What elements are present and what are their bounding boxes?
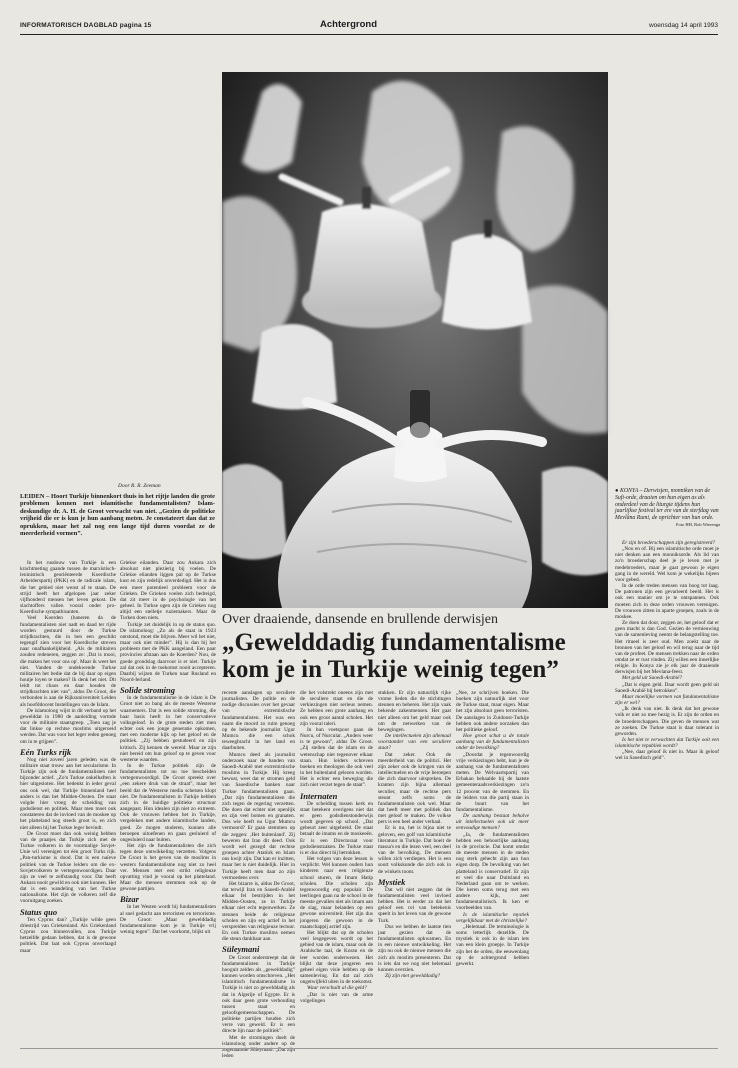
paragraph: Het blijkt dat op de scholen veel lesgegeven wordt op het gebied van de islam, maar ook de Arabische taal, de Koran en de leer worden onderwezen. Het blijkt dat deze jongeren een geheel eigen visie hebben op de samenleving. En dat zal zich ongetwijfeld uiten in de toekomst. bbox=[300, 929, 373, 986]
dervish-illustration bbox=[222, 72, 608, 608]
paragraph: Mumcu deed als journalist onderzoek naar de banden van Saoedi-Arabië met extremistische moslims in Turkije. Hij kreeg bewust, weet dat er stromen geld van Saoedische banken naar Turkse fundamentalisten gaan. „Dat zijn fundamentalisten die zich tegen de regering verzetten. Die doen dat echter niet openlijk en zijn veel bomen en granaten. Dus wie heeft nu Ugur Mumcu vermoord? Er gaan stemmen op die zeggen: ,Het buitenland'. Zij beweren dat Iran dit deed. Ook wordt wel gezegd dat rechtse groepen achter Atatürk en Islam ons kwijt zijn. Dat kan er inzitten, maar het is niet duidelijk. Hier in Turkije heeft men daar zo zijn vermoedens over. bbox=[222, 751, 295, 881]
column-5 bbox=[378, 690, 451, 1040]
paragraph: Griekse eilanden. Daar zou Ankara zich absoluut niet plezierig bij voelen. De Griekse eilanden liggen pal op de Turkse kust en zijn redelijk onverdedigd. Het is dus een meer potentieel probleem voor de Grieken. De Grieken voelen zich bedreigd, dat zit meer in de psychologie van het geheel. In Turkse ogen zijn de Grieken nog altijd een stelletje ruziemakers. Maar de Turken doen niets. bbox=[120, 560, 216, 622]
paragraph: Het zijn de fundamentalisten die zich tegen deze ontwikkeling verzetten. Volgens De Groot is het geven van de moslims in westers fundamentalisme nog niet zo heel ver. Mensen met een strikt religieuze opvatting vind je vooral op het platteland. Maar die mensen stemmen ook op de gewone partijen. bbox=[120, 843, 216, 893]
paragraph: Ten Cyprus dan? „Turkije wilde geen driestrijd van Griekenland. Als Griekenland Cyprus zou binnenvallen, zou Turkije hetzelfde gedaan hebben, dat is de gewone politiek. Dat laat ook Cyprus onverlaagd maar bbox=[20, 916, 116, 954]
caption-text: ● KONYA – Derwisjen, monniken van de Sufi-orde, draaien om hun eigen as als onderdeel van de liturgie tijdens hun jaarlijkse festival ter ere van de sterfdag van Mevlâna Rumi, de oprichter van hun orde. bbox=[615, 488, 719, 522]
question: Met geld uit Saoedi-Arabië? bbox=[622, 675, 683, 682]
column-2 bbox=[120, 560, 216, 1040]
column-4 bbox=[300, 690, 373, 1040]
subheading: Eén Turks rijk bbox=[20, 746, 72, 757]
article-kicker: Over draaiende, dansende en brullende derwisjen bbox=[222, 612, 498, 627]
section-title: Achtergrond bbox=[320, 19, 377, 30]
paragraph: „Helemaal. De terminologie is soms letterlijk dezelfde. De mystiek is ook in de islam iets van een klein groepje. In Turkije zijn het de orden, die eeuwenlang op de achtergrond hebben gewerkt. bbox=[456, 923, 529, 967]
article-headline: „Gewelddadig fundamentalisme kom je in Turkije weinig tegen” bbox=[222, 629, 566, 683]
paragraph: In de fundamentalisme in de islam is De Groot niet zo bang als de meeste Westerse waarnemers. Dat is een solide stroming, die haar basis heeft in het conservatieve volksgeloof. In de grote steden ziet men echter ook een jonge generatie opkomen, met een moderne kijk op het geloof en de politiek. „Zij hebben gestudeerd en zijn kritisch. Zij kennen de wereld. Maar ze zijn niet bereid om hun geloof op te geven voor westerse waarden. bbox=[120, 695, 216, 763]
paragraph: „Nee, ze schrijven boeken. Die boeken zijn natuurlijk niet voor de Turkse staat, maar eigen. Maar het zijn absoluut geen terroristen. De aanslagen in Zuidoost-Turkije hebben ook andere oorzaken dan het politieke geloof. bbox=[456, 690, 529, 733]
paragraph: In hun voetspoor gaan de Nurcu, of Nurcular. „Anders weer is te gewoon”, aldus De Groot. „Zij stellen dat de islam en de wetenschap niet tegenover elkaar staan. Hun leiders schreven boeken en theologen die ook veel in het buitenland gelezen worden. Het is echter een beweging die zich niet verzet tegen de staat”. bbox=[300, 726, 373, 789]
paragraph: De Groot moet dan ook weinig hebben van de praatjes dat Turkije zich met de Turkse volkeren in de voormalige Sovjet-Unie wil verenigen tot één groot Turks rijk. „Pan-turkisme is dood. Dat is een naïeve politiek van de Turkse leiders om die ex-Sovjetvolkeren te vertegenwoordigen. Daar zijn ze veel te zelfstandig voor. Dat heeft Ankara nooit gewild en ook niet kunnen. Het dat is een wandeling van het Turkse nationalisme. Het zijn de volkeren zelf die vooruitgang zoeken. bbox=[20, 830, 116, 905]
paragraph: „Dat is niet van de arme volgelingen bbox=[300, 991, 373, 1004]
column-7 bbox=[615, 540, 719, 1040]
page-header bbox=[20, 20, 718, 35]
paragraph: De scheiding tussen kerk en staat betekent overigens niet dat er geen godsdienstonderwijs wordt gegeven op school. „Dat gebeurt zeer uitgebreid. De staat betaalt de imams en de moskeeën. Er is een Directoraat voor godsdienstzaken. De Turkse staat is er dus direct bij betrokken. bbox=[300, 800, 373, 856]
paragraph: Dat wil niet zeggen dat de fundamentalisten veel invloed hebben. Het is eerder zo dat het geloof een rol van betekenis speelt in het leven van de gewone Turk. bbox=[378, 886, 451, 924]
paragraph: „Ja, de fundamentalisten hebben een behoorlijke aanhang in de provincie. Dat komt omdat de meeste mensen in de steden nog sterk gehecht zijn aan hun eigen dorp. De bevolking van het platteland is conservatief. Er zijn er veel die naar Duitsland en Nederland gaan om te werken. Die keren soms terug met een andere kijk, zeer fundamentalistisch. Ik ken er voorbeelden van. bbox=[456, 831, 529, 912]
subheading: Mystiek bbox=[378, 876, 406, 887]
paragraph: In het Westen wordt bij fundamentalisten al snel gedacht aan terroristen en terrorisme. De Groot: „Maar gewelddadig fundamentalisme kom je in Turkije vrij weinig tegen”. Dat het voorkomt, blijkt uit bbox=[120, 904, 216, 936]
subheading: Solide stroming bbox=[120, 685, 176, 696]
paragraph: In de Turkse politiek zijn de fundamentalisten tot nu toe bescheiden vertegenwoordigd. De Groot spreekt over „een zekere druk van de straat”, maar het beeld dat de Westerse media schetsen klopt niet. De fundamentalisten in Turkije hebben zich in de huidige politieke structuur aangepast. Hun idealen zijn niet zo extreem. Ook de vrouwen hebben het in Turkije, vergeleken met andere islamitische landen, goed. Ze mogen studeren, kunnen alle beroepen uitoefenen en gaan gesluierd of ongesluierd naar buiten. bbox=[120, 763, 216, 843]
newspaper-name: INFORMATORISCH DAGBLAD pagina 15 bbox=[20, 22, 152, 29]
question: Waar verschuilt al die geld? bbox=[307, 985, 367, 992]
question: Zij zijn niet gewelddadig? bbox=[385, 973, 441, 980]
paragraph: De islamoloog wijst in dit verband op het gewelddat in 1980 de aanleiding vormde voor de militaire staatsgreep. „Toen zag je dat linkse op rechtse moslims uitgeroeid werden. Dat was voor het leger reden genoeg om in te grijpen”. bbox=[20, 707, 116, 745]
paragraph: stukken. Er zijn natuurlijk rijke vrome lieden die de stichtingen steunen en beheren. Het zijn vaak bekende zakenmensen. Het gaat niet alleen om het geld maar ook om de netwerken van de bewegingen. bbox=[378, 690, 451, 733]
paragraph: Turkije zet duidelijk in op de status quo. De islamoloog: „Zo als de staat in 1923 ontstond, moet die blijven. Meer wil het niet, maar ook niet minder”. Hij is dan bij het probleem met de PKK aangeland. Een paar provincies afstaan aan de Koerden? Nou, de goede grondslag daarvoor is er niet. Turkije zal dat ook in de toekomst nooit accepteren. Daarbij wijzen de Turken naar Rusland en Noord-Ierland. bbox=[120, 621, 216, 683]
column-3 bbox=[222, 690, 295, 1060]
question: Er zijn broederschappen zijn geregistreerd? bbox=[622, 540, 716, 546]
subheading: Internaten bbox=[300, 790, 338, 801]
paragraph: Dus we hebben de laatste tien jaar gezien dat de fundamentalisten opkwamen. En in een nieuwe ontwikkeling. Het zijn nu ook de nieuwe mensen die zich als moslim presenteren. Dat is iets dat we nog niet helemaal kunnen overzien. bbox=[378, 923, 451, 973]
question: Hoe groot schat u de totale aanhang van de fundamentalisten onder de bevolking? bbox=[456, 733, 529, 752]
paragraph: „Nee, daar geloof ik niet in. Maar ik geloof wel in Saoedisch geld”. bbox=[615, 749, 719, 762]
paragraph: Er is nu, het is bijna niet te geloven, een golf van islamitische literatuur in Turkije. Dat boeit de massa's en die lezen veel, een deel van de bevolking. De mensen willen zich verdiepen. Het is een soort volkskunde die zich ook in de winkels toont. bbox=[378, 825, 451, 875]
question: Is de islamitische mystiek vergelijkbaar met de christelijke? bbox=[456, 911, 529, 924]
question: Maar moeilijke vormen van fundamentalisme zijn er wel? bbox=[615, 693, 719, 707]
paragraph: „Doordat je tegenwoordig vrije verkiezingen hebt, kun je de aanhang van de fundamentalisten meten. De Welvaartspartij van Erbakan behaalde bij de laatste gemeenteraadsverkiezingen zo'n 12 procent van de stemmen. En de leiders van die partij staan in de buurt van het fundamentalisme. bbox=[456, 751, 529, 813]
paragraph: Nog niet zoveel jaren geleden was de militaire staat trouw aan het secularisme. In Turkije zijn ook de fundamentalisten niet bijzonder actief. „Zo'n Turkse onkelhaften is hier uitgesloten. Het bedenkt in ieder geval ons ook wel, dat Turkije binnenland heel anders is dan het Midden-Oosten. De staat volgde hier vroeg de scheiding van godsdienst en politiek. Maar men moet ook constateren dat de invloed van de moskee op het platteland nog steeds groot is, en zich niet alleen bij het Turkse leger bevindt. bbox=[20, 756, 116, 831]
paragraph: Ze doen dat door, zeggen ze, het geloof dat er geen macht is dan God. Gezien de vernieuwing van de samenleving neemt de belangstelling toe. Het ritueel is zeer oud. Men zoekt naar de bronnen van het geloof en wil terug naar de tijd van de profeet. De mensen trekken naar de orden omdat ze er rust vinden. Zij willen een innerlijke religie. In Konya zie je elk jaar de draaiende derwisjen bij het Mevlana-feest. bbox=[615, 620, 719, 676]
paragraph: Met de stromingen doelt de islamoloog onder andere op de zogenaamde Süleymani. „Dat zijn leden bbox=[222, 1034, 295, 1060]
photo-caption bbox=[615, 488, 720, 529]
paragraph: recente aanslagen op seculiere journalisten. De politie en de nodige discussies over het gevaar van extremistische fundamentalisten. Het was een naam die moord zo ruim genoeg op de bekende journalist Ugur Mumcu die een schok teweegbracht in het land en daarbuiten. bbox=[222, 690, 295, 752]
author-credit: Door R. R. Zeeman bbox=[118, 483, 161, 489]
question: De intellectuelen zijn allemaal voorstander van een seculiere staat? bbox=[378, 733, 451, 752]
paragraph: In de orde treden mensen van hoog tot laag. De patronen zijn een gevarieerd beeld. Het is ook een manier om je te ontspannen. Ook moeten zich in deze orden vrouwen verenigen. De vrouwen zitten in aparte groepen, zoals in de moskee. bbox=[615, 583, 719, 620]
paragraph: Veel Koerden (haneren da de fundamentalisten niet nadt en daad ter rijde worden gestuurd door de Turkse strijdkrachten, die in hen een geschikt tegengif zien voor het Koerdische streven naar onafhankelijkheid. „Als de militairen zouden redeneren, zeggen ze: ,Dat is mooi, die maken het voor ons op'. Maar ik weet het niet. Vanden de ondekwende Turkse militairen het bedie dat de bij daar op eigen houtje loyen te maken? Ik denk het niet. Dit leidt tot chaos en daar houden de strijdkrachten niet van”, aldus De Groot, die verbonden is aan de Rijksuniversiteit Leiden als hoofddocent Instellingen van de Islam. bbox=[20, 615, 116, 708]
paragraph: „Dat is eigen geld. Daar wordt geen geld uit Saoedi-Arabië bij betrokken”. bbox=[615, 681, 719, 694]
question: Is het niet te verwachten dat Turkije ooit een islamitische republiek wordt? bbox=[615, 737, 719, 750]
issue-date: woensdag 14 april 1993 bbox=[648, 22, 718, 29]
paragraph: Het volgen van deze lessen is verplicht. Wel kunnen ouders hun kinderen naar een religieuze school sturen, de Imam Hatip scholen. Die scholen zijn tegenwoordig erg populair. De leerlingen gaan na de school in de meeste gevallen niet als imam aan de slag, maar belanden op een gewone universiteit. Het zijn dus jongeren die gewoon in de maatschappij actief zijn. bbox=[300, 856, 373, 930]
paragraph: die het volstrekt oneens zijn met de seculiere staat en die de verkiezingen niet serieus nemen. Ze hebben een grote aanhang en ook een groot aantal scholen. Het zijn vooral taleri. bbox=[300, 690, 373, 727]
paragraph: „Ik denk van niet. Ik denk dat het gewone volk er niet zo mee bezig is. Er zijn de orden en de broederschappen. Die geven de mensen wat ze zoeken. De Turkse staat is daar tolerant in geworden. bbox=[615, 706, 719, 737]
subheading: Süleymani bbox=[222, 944, 260, 955]
paragraph: In het rusdouw van Turkije is een krachtmeting gaande tussen de marxistisch-leninistisch georiënteerde Koerdische Arbeiderspartij (PKK) en de radicale islam, die het gebied niet wenst af te staan. De strijd heeft het afgelopen jaar zeker vijfhonderd mensen het leven gekost. De slachtoffers vallen vooral onder pro-Koerdische sympathisanten. bbox=[20, 560, 116, 616]
paragraph: Dat zeker. Ook de meerderheid van de politici. Het zijn zeker ook de kringen van de intellectuelen en de vrije beroepen die zich daarvoor uitspreken. De kranten zijn bijna allemaal seculier, maar de rechtse pers steunt zelfs soms de fundamentalisten ook wel. Maar dat heeft meer met politiek dan met geloof te maken. De volkse pers is een heel ander verhaal. bbox=[378, 751, 451, 826]
paragraph: De Groot onderstreept dat de fundamentalisten in Turkije hooguit zelden als „gewelddadig” kunnen worden omschreven. „Het islamitisch fundamentalisme in Turkije is niet zo gewelddadig als dat in Algerije of Egypte. Er is ook daar geen grote verhouding tussen staat en geloofsgemeenschappen. De politieke partijen houden zich verre van geweld. Er is een directe lijn naar de politiek”. bbox=[222, 954, 295, 1035]
subheading: Status quo bbox=[20, 906, 58, 917]
article-intro: LEIDEN – Hoort Turkije binnenkort thuis in het rijtje landen die grote problemen kennen met islamitische fundamentalisten? Islam-deskundige dr. A. H. de Groot verwacht van niet. „Gezien de politieke vrijheid die er is kun je hun aanbang meten. Je constateert dan dat ze oprukken, maar het zal nog een lange tijd duren voordat ze de meerderheid vormen”. bbox=[20, 493, 215, 538]
photo-source: Foto HH, Rob Wierenga bbox=[676, 521, 720, 527]
column-1 bbox=[20, 560, 116, 1040]
column-6 bbox=[456, 690, 529, 1040]
paragraph: „Nou en of. Bij een islamitische orde moet je niet denken aan een monniksorde. Als lid van zo'n broederschap deel je je leven met je medebroeders, maar je gaat gewoon je eigen gang in de wereld. Wel kom je wekelijks bijeen voor gebed. bbox=[615, 546, 719, 583]
bottom-rule bbox=[20, 1048, 718, 1049]
question: De aanhang bestaat behalve uit intellectuelen ook uit meer eenvoudige mensen? bbox=[456, 813, 529, 832]
subheading: Bizar bbox=[120, 894, 139, 905]
dervish-photo bbox=[222, 72, 608, 608]
paragraph: Het bizarre is, aldus De Groot, dat terwijl Iran en Saoedi-Arabië elkaar fel bestrijden in het Midden-Oosten, ze in Turkije elkaar niet echt tegenwerken. Ze steunen beide de religieuze scholen en zijn erg actief in het verspreiden van religieuze lectuur. En ook Turkse moslims nemen die steun dankbaar aan. bbox=[222, 880, 295, 943]
